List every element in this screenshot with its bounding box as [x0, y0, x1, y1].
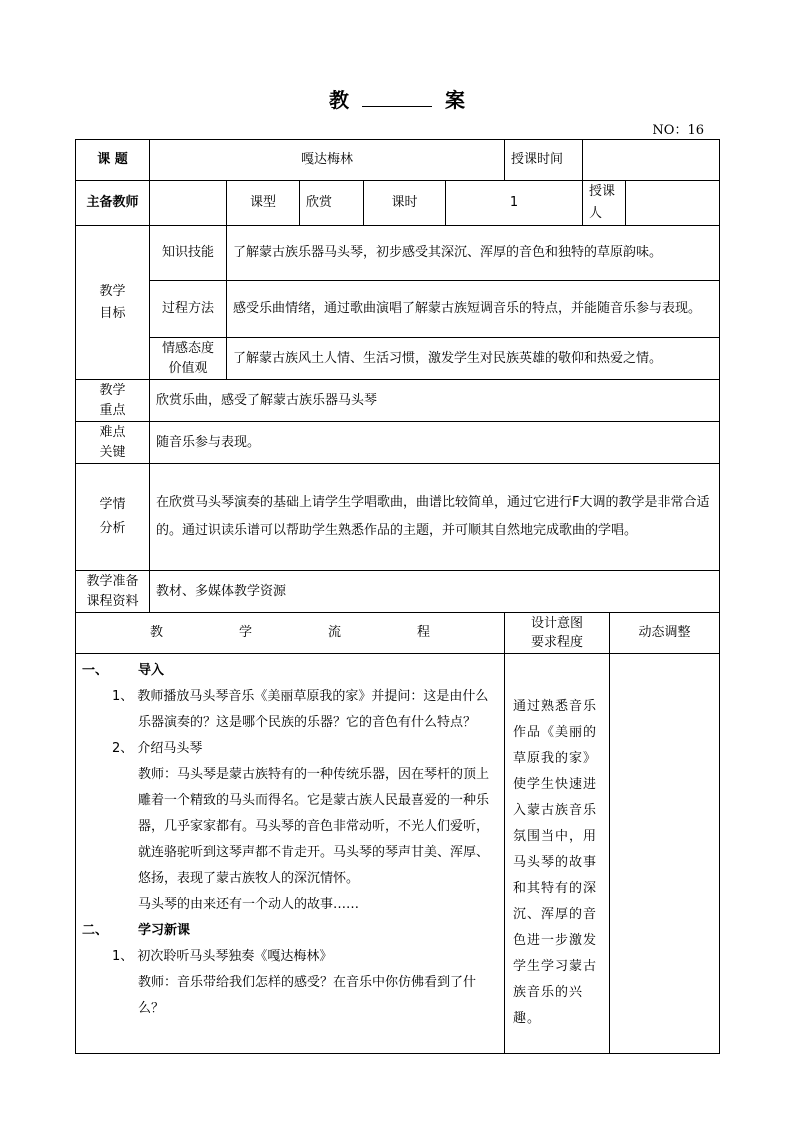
intro-item-2-text2: 马头琴的由来还有一个动人的故事……: [138, 897, 360, 912]
materials-text: 教材、多媒体教学资源: [150, 571, 720, 613]
goal-label-emotion-line1: 情感态度: [161, 340, 214, 356]
design-intent-header-line2: 要求程度: [531, 635, 584, 650]
topic-label: 课 题: [76, 140, 150, 181]
intro-item-1: 1、 教师播放马头琴音乐《美丽草原我的家》并提问：这是由什么乐器演奏的？这是哪个民族的乐器？它的音色有什么特点？: [112, 689, 489, 730]
materials-row: [76, 571, 720, 613]
process-header-row: [76, 613, 720, 654]
process-char-3: 流: [327, 625, 341, 640]
key-points-text: 欣赏乐曲，感受了解蒙古族乐器马头琴: [150, 380, 720, 422]
time-label: 授课时间: [505, 140, 583, 181]
goal-text-process: 感受乐曲情绪，通过歌曲演唱了解蒙古族短调音乐的特点，并能随音乐参与表现。: [227, 281, 720, 338]
difficulties-row: [76, 422, 720, 464]
intro-item-2: 2、 介绍马头琴: [112, 741, 203, 756]
section-new-lesson-number: 二、: [82, 923, 109, 938]
goal-row-knowledge: [76, 226, 720, 281]
new-lesson-item-1-text: 教师：音乐带给我们怎样的感受？在音乐中你仿佛看到了什么？: [138, 975, 477, 1016]
materials-label-line2: 课程资料: [86, 593, 139, 609]
section-new-lesson: [82, 918, 498, 944]
title-char-left: 教: [329, 88, 350, 112]
type-label: 课型: [227, 181, 300, 226]
analysis-label-line1: 学情: [99, 497, 126, 512]
page-title: [0, 84, 794, 113]
intro-item-2-text: 教师：马头琴是蒙古族特有的一种传统乐器，因在琴杆的顶上雕着一个精致的马头而得名。它是蒙古族人民最喜爱的一种乐器，几乎家家都有。马头琴的音色非常动听，不光人们爱听，就连骆驼听到这琴声都不肯走开。马头琴的琴声甘美、浑厚、悠扬，表现了蒙古族牧人的深沉情怀。: [138, 767, 490, 886]
key-points-row: [76, 380, 720, 422]
goal-label-emotion-line2: 价值观: [168, 360, 208, 376]
goal-text-knowledge: 了解蒙古族乐器马头琴，初步感受其深沉、浑厚的音色和独特的草原韵味。: [227, 226, 720, 281]
goals-label-line2: 目标: [99, 305, 126, 321]
design-intent-header: [505, 613, 610, 654]
goals-label: [76, 226, 150, 380]
lecturer-label: 授课人: [583, 181, 626, 226]
goal-label-knowledge: 知识技能: [150, 226, 227, 281]
difficulties-label: [76, 422, 150, 464]
key-points-label-line2: 重点: [99, 402, 126, 418]
goal-row-emotion: [76, 338, 720, 380]
hours-value: 1: [446, 181, 583, 226]
key-points-label-line1: 教学: [99, 382, 126, 398]
section-new-lesson-title: 学习新课: [138, 923, 191, 938]
materials-label: [76, 571, 150, 613]
topic-row: [76, 140, 720, 181]
analysis-text: 在欣赏马头琴演奏的基础上请学生学唱歌曲，曲谱比较简单，通过它进行F大调的教学是非常合适的。通过识读乐谱可以帮助学生熟悉作品的主题，并可顺其自然地完成歌曲的学唱。: [150, 464, 720, 571]
design-intent-text: 通过熟悉音乐作品《美丽的草原我的家》使学生快速进入蒙古族音乐氛围当中，用马头琴的故事和其特有的深沉、浑厚的音色进一步激发学生学习蒙古族音乐的兴趣。: [505, 654, 610, 1054]
time-value: [583, 140, 720, 181]
design-intent-header-line1: 设计意图: [531, 616, 584, 631]
goals-label-line1: 教学: [99, 283, 126, 299]
dynamic-adjust-header: 动态调整: [610, 613, 720, 654]
dynamic-adjust-text: [610, 654, 720, 1054]
analysis-label-line2: 分析: [99, 521, 126, 536]
section-intro-number: 一、: [82, 663, 109, 678]
process-char-1: 教: [149, 625, 163, 640]
goal-label-process: 过程方法: [150, 281, 227, 338]
teacher-label: 主备教师: [76, 181, 150, 226]
teacher-value: [150, 181, 227, 226]
section-intro: [82, 658, 498, 684]
materials-label-line1: 教学准备: [86, 573, 139, 589]
difficulties-label-line1: 难点: [99, 424, 126, 440]
goal-label-emotion: [150, 338, 227, 380]
process-body-row: [76, 654, 720, 1054]
process-header-chars: [82, 622, 498, 644]
new-lesson-item-1: 1、 初次聆听马头琴独奏《嘎达梅林》: [112, 949, 333, 964]
goal-row-process: [76, 281, 720, 338]
key-points-label: [76, 380, 150, 422]
lecturer-value: [626, 181, 720, 226]
topic-value: 嘎达梅林: [150, 140, 505, 181]
title-underline: [362, 102, 432, 107]
lesson-plan-table: [75, 139, 720, 1054]
difficulties-text: 随音乐参与表现。: [150, 422, 720, 464]
teacher-row: [76, 181, 720, 226]
analysis-row: [76, 464, 720, 571]
teaching-process: [76, 654, 505, 1054]
title-char-right: 案: [444, 88, 465, 112]
process-char-4: 程: [416, 625, 430, 640]
hours-label: 课时: [364, 181, 446, 226]
difficulties-label-line2: 关键: [99, 444, 126, 460]
document-number: NO：16: [652, 123, 704, 138]
analysis-label: [76, 464, 150, 571]
process-char-2: 学: [238, 625, 252, 640]
section-intro-title: 导入: [138, 663, 165, 678]
process-header: [76, 613, 505, 654]
goal-text-emotion: 了解蒙古族风土人情、生活习惯，激发学生对民族英雄的敬仰和热爱之情。: [227, 338, 720, 380]
type-value: 欣赏: [300, 181, 364, 226]
